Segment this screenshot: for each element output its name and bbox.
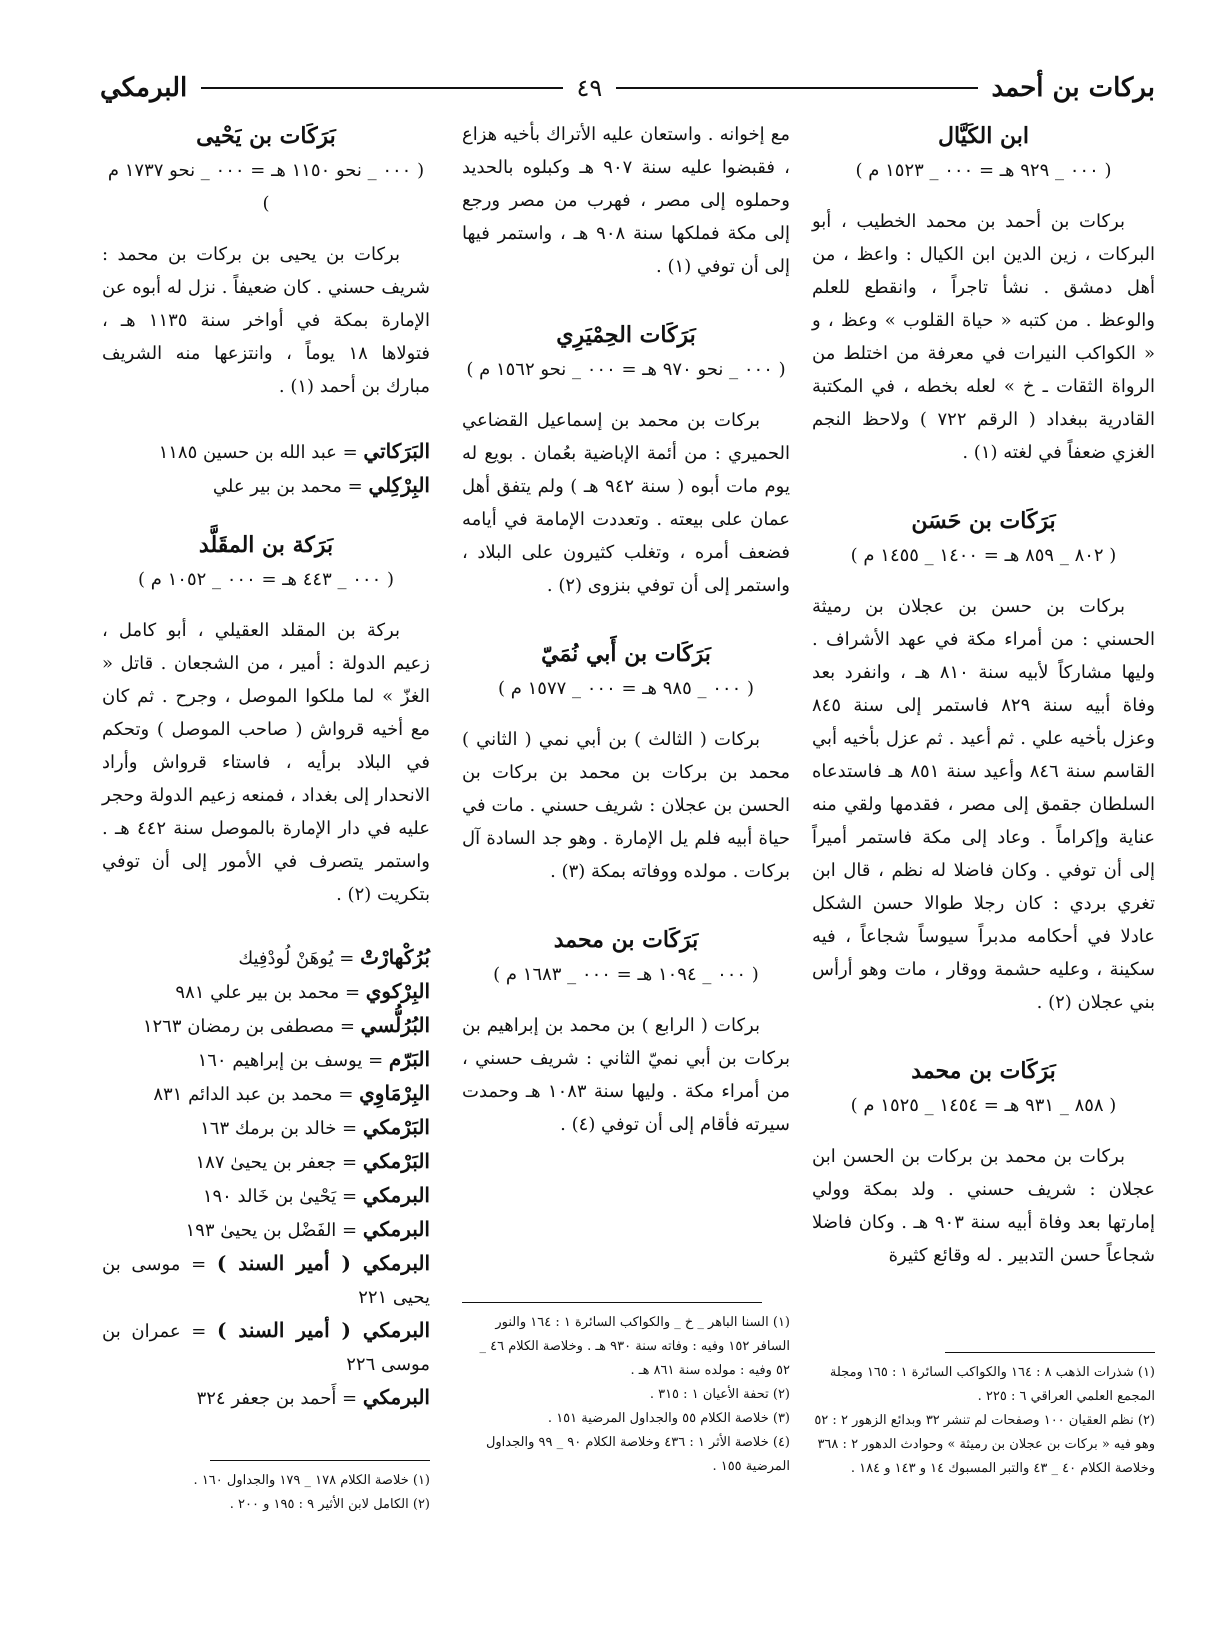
cross-reference <box>102 1314 430 1381</box>
entry-body: بركات بن يحيى بن بركات بن محمد : شريف حسني . كان ضعيفاً . نزل له أبوه عن الإمارة بمكة في أواخر سنة ١١٣٥ هـ ، فتولاها ١٨ يوماً ، وانتزعها منه الشريف مبارك بن أحمد (١) . <box>102 244 430 397</box>
entry-title: بَرَكَات الحِمْيَرِي <box>556 322 696 348</box>
entry-body: بركات ( الرابع ) بن محمد بن إبراهيم بن بركات بن أبي نميّ الثاني : شريف حسني ، من أمراء مكة . وليها سنة ١٠٨٣ هـ وحمدت سيرته فأقام إلى أن توفي (٤) . <box>462 1015 790 1135</box>
xref-target: = يوسف بن إبراهيم ١٦٠ <box>197 1050 389 1071</box>
entry-dates: ( ٠٠٠ _ نحو ١١٥٠ هـ = ٠٠٠ _ نحو ١٧٣٧ م ) <box>107 160 425 214</box>
entry <box>462 317 790 602</box>
xref-target: = محمد بن بير علي ٩٨١ <box>175 982 366 1003</box>
entry-dates: ( ٠٠٠ _ ٤٤٣ هـ = ٠٠٠ _ ١٠٥٢ م ) <box>137 569 394 590</box>
footnotes-left <box>102 1460 430 1517</box>
cross-reference <box>102 1077 430 1111</box>
xref-target: = خالد بن برمك ١٦٣ <box>200 1118 363 1139</box>
entry <box>102 118 430 403</box>
xref-term: البَرْمكي <box>362 1115 430 1139</box>
footnote: (٢) تحفة الأعيان ١ : ٣١٥ . <box>649 1387 790 1402</box>
cross-reference <box>102 1009 430 1043</box>
footnotes-middle <box>462 1302 790 1479</box>
xref-term: بُرُكْهارْتْ <box>360 945 430 969</box>
entry-dates: ( ٠٠٠ _ ١٠٩٤ هـ = ٠٠٠ _ ١٦٨٣ م ) <box>493 964 759 985</box>
footnote-rule <box>210 1460 430 1461</box>
xref-target: = عبد الله بن حسين ١١٨٥ <box>158 442 364 463</box>
cross-reference <box>102 1043 430 1077</box>
running-header <box>100 68 1155 108</box>
cross-reference <box>102 1145 430 1179</box>
entry <box>812 118 1155 469</box>
page-number: ٤٩ <box>576 74 603 102</box>
footnote: (١) السنا الباهر _ خ _ والكواكب السائرة ١ : ١٦٤ والنور السافر ١٥٢ وفيه : وفاته سنة ٩٣٠ هـ . وخلاصة الكلام ٤٦ _ ٥٢ وفيه : مولده سنة ٨٦١ هـ . <box>479 1315 790 1378</box>
cross-reference <box>102 1179 430 1213</box>
xref-target: = أَحمد بن جعفر ٣٢٤ <box>196 1388 363 1409</box>
xref-term: البرمكي ( أمير السند ) <box>217 1318 431 1342</box>
entry-continuation: مع إخوانه . واستعان عليه الأتراك بأخيه هزاع ، فقبضوا عليه سنة ٩٠٧ هـ وكبلوه بالحديد وحملوه إلى مصر ، فهرب من مصر ورجع إلى مكة فملكها سنة ٩٠٨ هـ ، واستمر فيها إلى أن توفي (١) . <box>462 124 790 277</box>
xref-target: = موسى بن يحيى ٢٢١ <box>102 1254 430 1308</box>
entry-dates: ( ٠٠٠ _ ٩٢٩ هـ = ٠٠٠ _ ١٥٢٣ م ) <box>855 160 1112 181</box>
xref-term: البَرْمكي <box>362 1149 430 1173</box>
cross-reference <box>102 469 430 503</box>
xref-target: = عمران بن موسى ٢٢٦ <box>102 1321 430 1375</box>
footnote: (١) شذرات الذهب ٨ : ١٦٤ والكواكب السائرة ١ : ١٦٥ ومجلة المجمع العلمي العراقي ٦ : ٢٢٥ . <box>829 1365 1155 1404</box>
header-right-title: بركات بن أحمد <box>991 73 1155 103</box>
entry <box>812 503 1155 1019</box>
cross-reference-list <box>102 941 430 1415</box>
xref-term: البرمكي ( أمير السند ) <box>216 1251 431 1275</box>
xref-target: = الفَضْل بن يحيىٰ ١٩٣ <box>185 1220 363 1241</box>
footnote-rule <box>945 1352 1155 1353</box>
entry-body: بركات بن حسن بن عجلان بن رميثة الحسني : من أمراء مكة في عهد الأشراف . وليها مشاركاً لأبيه سنة ٨١٠ هـ ، وانفرد بعد وفاة أبيه سنة ٨٢٩ فاستمر إلى سنة ٨٤٥ وعزل بأخيه علي . ثم أعيد . ثم عزل بأخيه أبي القاسم سنة ٨٤٦ وأعيد سنة ٨٥١ هـ فاستدعاه السلطان جقمق إلى مصر ، فقدمها ولقي منه عناية وإكراماً . وعاد إلى مكة فاستمر أميراً إلى أن توفي . وكان فاضلا له نظم ، قال ابن تغري بردي : كان رجلا طوالا حسن الشكل عادلا في أحكامه مدبراً سيوساً شجاعاً ، فيه سكينة ، وعليه حشمة ووقار ، مات وهو أرأس بني عجلان (٢) . <box>812 596 1156 1013</box>
footnote: (٤) خلاصة الأثر ١ : ٤٣٦ وخلاصة الكلام ٩٠ _ ٩٩ والجداول المرضية ١٥٥ . <box>485 1435 790 1474</box>
xref-target: = جعفر بن يحيىٰ ١٨٧ <box>195 1152 363 1173</box>
xref-term: البِرْكوي <box>365 979 430 1003</box>
entry-body: بركات بن محمد بن بركات بن الحسن ابن عجلان : شريف حسني . ولد بمكة وولي إمارتها بعد وفاة أبيه سنة ٩٠٣ هـ . وكان فاضلا شجاعاً حسن التدبير . له وقائع كثيرة <box>812 1146 1155 1266</box>
cross-reference <box>102 1111 430 1145</box>
xref-term: البِرْمَاوِي <box>359 1081 430 1105</box>
entry-body: بركة بن المقلد العقيلي ، أبو كامل ، زعيم الدولة : أمير ، من الشجعان . قاتل « الغزّ » لما ملكوا الموصل ، وجرح . ثم كان مع أخيه قرواش ( صاحب الموصل ) وتحكم في البلاد برأيه ، فاستاء قرواش وأراد الانحدار إلى بغداد ، فمنعه زعيم الدولة وحجر عليه في دار الإمارة بالموصل سنة ٤٤٢ هـ . واستمر يتصرف في الأمور إلى أن توفي بتكريت (٢) . <box>102 620 430 905</box>
entry <box>812 1053 1155 1272</box>
entry-body: بركات بن محمد بن إسماعيل القضاعي الحميري : من أئمة الإباضية بعُمان . بويع له يوم مات أبوه ( سنة ٩٤٢ هـ ) ولم يتفق أهل عمان على بيعته . وتعددت الإمامة في أيامه فضعف أمره ، وتغلب كثيرون على البلاد ، واستمر إلى أن توفي بنزوى (٢) . <box>462 410 790 596</box>
entry-dates: ( ٨٥٨ _ ٩٣١ هـ = ١٤٥٤ _ ١٥٢٥ م ) <box>850 1095 1117 1116</box>
footnotes-right <box>812 1352 1155 1481</box>
cross-reference <box>102 1381 430 1415</box>
entry <box>462 636 790 888</box>
middle-column <box>462 118 790 1145</box>
cross-reference <box>102 1213 430 1247</box>
header-rule-right <box>616 87 977 89</box>
cross-reference <box>102 975 430 1009</box>
entry <box>462 922 790 1141</box>
footnote: (٢) نظم العقيان ١٠٠ وصفحات لم تنشر ٣٢ وبدائع الزهور ٢ : ٥٢ وهو فيه « بركات بن عجلان بن رميثة » وحوادث الدهور ٢ : ٣٦٨ وخلاصة الكلام ٤٠ _ ٤٣ والتبر المسبوك ١٤ و ١٤٣ و ١٨٤ . <box>814 1413 1155 1476</box>
xref-target: = محمد بن عبد الدائم ٨٣١ <box>153 1084 360 1105</box>
footnote-rule <box>462 1302 762 1303</box>
entry-dates: ( ٠٠٠ _ نحو ٩٧٠ هـ = ٠٠٠ _ نحو ١٥٦٢ م ) <box>466 359 786 380</box>
cross-reference-list <box>102 435 430 503</box>
cross-reference <box>102 435 430 469</box>
xref-term: البِرْكِلي <box>368 473 430 497</box>
entry-dates: ( ٠٠٠ _ ٩٨٥ هـ = ٠٠٠ _ ١٥٧٧ م ) <box>497 678 754 699</box>
entry-title: بَرَكَات بن محمد <box>553 927 699 953</box>
entry-body: بركات ( الثالث ) بن أبي نمي ( الثاني ) محمد بن بركات بن محمد بن بركات بن الحسن بن عجلان : شريف حسني . مات في حياة أبيه فلم يل الإمارة . وهو جد السادة آل بركات . مولده ووفاته بمكة (٣) . <box>462 729 790 882</box>
xref-target: = يَحْيىٰ بن خَالد ١٩٠ <box>202 1186 363 1207</box>
entry <box>102 527 430 911</box>
left-column <box>102 118 430 1425</box>
xref-term: البَرَكاتي <box>363 439 430 463</box>
xref-target: = يُوهَنْ لُودْفِيك <box>238 948 361 969</box>
footnote: (٢) الكامل لابن الأثير ٩ : ١٩٥ و ٢٠٠ . <box>229 1497 430 1512</box>
entry-title: بَرَكَات بن محمد <box>911 1058 1056 1084</box>
footnote: (٣) خلاصة الكلام ٥٥ والجداول المرضية ١٥١ . <box>547 1411 790 1426</box>
cross-reference <box>102 941 430 975</box>
entry-title: بَرَكَات بن يَحْيى <box>196 123 336 149</box>
xref-term: البرمكي <box>362 1385 430 1409</box>
xref-term: البَرّم <box>388 1047 430 1071</box>
xref-target: = مصطفى بن رمضان ١٢٦٣ <box>142 1016 361 1037</box>
entry-title: بَرَكَات بن حَسَن <box>911 508 1056 534</box>
xref-term: البُرُلُّسي <box>360 1013 430 1037</box>
header-rule-left <box>201 87 562 89</box>
entry-title: ابن الكَيَّال <box>938 123 1029 149</box>
entry-title: بَرَكة بن المقَلَّد <box>198 532 334 558</box>
xref-term: البرمكي <box>362 1217 430 1241</box>
entry-dates: ( ٨٠٢ _ ٨٥٩ هـ = ١٤٠٠ _ ١٤٥٥ م ) <box>850 545 1117 566</box>
right-column <box>812 118 1155 1276</box>
xref-term: البرمكي <box>362 1183 430 1207</box>
cross-reference <box>102 1247 430 1314</box>
footnote: (١) خلاصة الكلام ١٧٨ _ ١٧٩ والجداول ١٦٠ . <box>193 1473 430 1488</box>
entry-title: بَرَكَات بن أَبي نُمَيّ <box>541 641 711 667</box>
xref-target: = محمد بن بير علي <box>212 476 369 497</box>
header-left-title: البرمكي <box>99 73 188 103</box>
entry-body: بركات بن أحمد بن محمد الخطيب ، أبو البركات ، زين الدين ابن الكيال : واعظ ، من أهل دمشق . نشأ تاجراً ، وانقطع للعلم والوعظ . من كتبه « حياة القلوب » وعظ ، و « الكواكب النيرات في معرفة من اختلط من الرواة الثقات ـ خ » لعله بخطه ، في المكتبة القادرية ببغداد ( الرقم ٧٢٢ ) ولاحظ النجم الغزي ضعفاً في لغته (١) . <box>812 211 1155 463</box>
